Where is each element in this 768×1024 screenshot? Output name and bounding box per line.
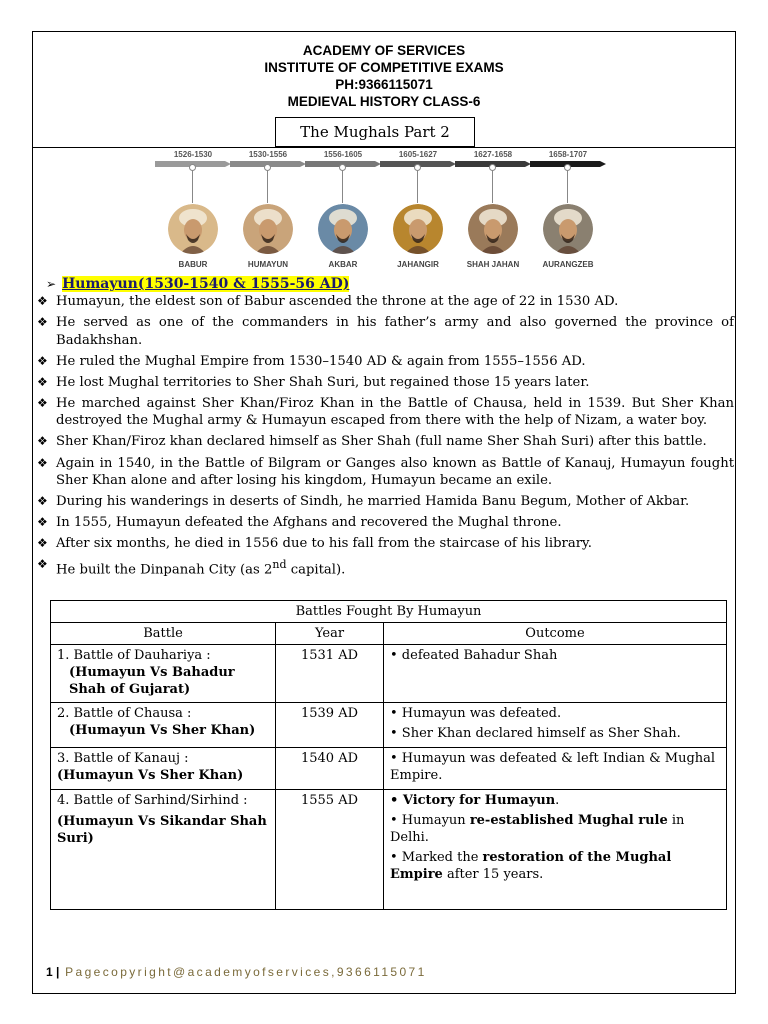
list-item: ❖ During his wanderings in deserts of Sindh, he married Hamida Banu Begum, Mother of Akbar. (37, 494, 690, 510)
emperor-portrait (393, 204, 443, 254)
table-row (51, 703, 727, 748)
list-item: ❖ In 1555, Humayun defeated the Afghans and recovered the Mughal throne. (37, 515, 562, 531)
header-line-3: PH:9366115071 (335, 77, 433, 92)
emperor-name: JAHANGIR (397, 260, 439, 269)
header-line-1: ACADEMY OF SERVICES (302, 43, 466, 58)
timeline-stem (567, 167, 568, 203)
diamond-bullet-icon: ❖ (37, 434, 48, 449)
emperor-name: SHAH JAHAN (466, 260, 520, 269)
header-line-4: MEDIEVAL HISTORY CLASS-6 (287, 94, 481, 109)
timeline-item (230, 148, 306, 273)
battles-table (50, 600, 727, 910)
year-cell: 1540 AD (276, 748, 384, 790)
list-item: ❖ He served as one of the commanders in his father’s army and also governed the province of Badakhshan. (37, 315, 734, 348)
outcome-cell: • Humayun was defeated & left Indian & Mughal Empire. (384, 748, 727, 790)
outcome-cell: • Humayun was defeated. • Sher Khan declared himself as Sher Shah. (384, 703, 727, 748)
diamond-bullet-icon: ❖ (37, 395, 48, 410)
timeline-stem (192, 167, 193, 203)
emperor-portrait (543, 204, 593, 254)
list-item: ❖ He lost Mughal territories to Sher Shah Suri, but regained those 15 years later. (37, 374, 590, 390)
timeline-dot (189, 164, 196, 171)
diamond-bullet-icon: ❖ (37, 536, 48, 551)
timeline-years: 1627-1658 (473, 150, 513, 159)
list-item: ❖ He marched against Sher Khan/Firoz Khan in the Battle of Chausa, held in 1539. But Sher Khan destroyed the Mughal army & Humayun escaped from there with the help of Nizam, a water boy. (37, 395, 734, 429)
footer-copyright: Pagecopyright@academyofservices,9366115071 (59, 965, 427, 979)
list-item: ❖ Again in 1540, in the Battle of Bilgram or Ganges also known as Battle of Kanauj, Humayun fought Sher Khan alone and after losing his kingdom, Humayun became an exile. (37, 455, 734, 489)
timeline-stem (267, 167, 268, 203)
timeline-years: 1526-1530 (173, 150, 213, 159)
table-row (51, 748, 727, 790)
emperor-name: AKBAR (328, 260, 358, 269)
battle-cell: 2. Battle of Chausa : (Humayun Vs Sher Khan) (51, 703, 276, 748)
list-item: ❖ Humayun, the eldest son of Babur ascended the throne at the age of 22 in 1530 AD. (37, 294, 619, 309)
timeline-stem (492, 167, 493, 203)
outcome-cell: • Victory for Humayun. • Humayun re-established Mughal rule in Delhi. • Marked the restoration of the Mughal Empire after 15 years. (384, 790, 727, 910)
year-cell: 1531 AD (276, 645, 384, 703)
timeline-dot (489, 164, 496, 171)
list-item: ❖ After six months, he died in 1556 due to his fall from the staircase of his library. (37, 536, 592, 552)
humayun-facts-list (36, 293, 734, 583)
timeline-item (530, 148, 606, 273)
diamond-bullet-icon: ❖ (37, 353, 48, 368)
timeline-dot (339, 164, 346, 171)
page-title: The Mughals Part 2 (275, 117, 475, 147)
section-heading (46, 276, 349, 292)
timeline-years: 1605-1627 (398, 150, 438, 159)
diamond-bullet-icon: ❖ (37, 455, 48, 470)
timeline-item (155, 148, 231, 273)
battle-cell: 4. Battle of Sarhind/Sirhind : (Humayun Vs Sikandar Shah Suri) (51, 790, 276, 910)
diamond-bullet-icon: ❖ (37, 374, 48, 389)
list-item: ❖ Sher Khan/Firoz khan declared himself as Sher Shah (full name Sher Shah Suri) after this battle. (37, 434, 707, 450)
timeline-years: 1658-1707 (548, 150, 588, 159)
timeline-stem (417, 167, 418, 203)
year-cell: 1539 AD (276, 703, 384, 748)
column-header-year: Year (276, 623, 384, 645)
diamond-bullet-icon: ❖ (37, 315, 48, 330)
timeline-years: 1530-1556 (248, 150, 288, 159)
outcome-cell: • defeated Bahadur Shah (384, 645, 727, 703)
timeline-dot (564, 164, 571, 171)
emperor-portrait (468, 204, 518, 254)
battle-cell: 1. Battle of Dauhariya : (Humayun Vs Bahadur Shah of Gujarat) (51, 645, 276, 703)
timeline-stem (342, 167, 343, 203)
diamond-bullet-icon: ❖ (37, 294, 48, 308)
mughal-emperors-timeline (155, 148, 595, 273)
diamond-bullet-icon: ❖ (37, 557, 48, 572)
column-header-battle: Battle (51, 623, 276, 645)
diamond-bullet-icon: ❖ (37, 515, 48, 530)
column-header-outcome: Outcome (384, 623, 727, 645)
table-row (51, 645, 727, 703)
timeline-dot (264, 164, 271, 171)
emperor-name: BABUR (178, 260, 208, 269)
table-caption: Battles Fought By Humayun (51, 601, 727, 623)
emperor-portrait (168, 204, 218, 254)
timeline-dot (414, 164, 421, 171)
header-line-2: INSTITUTE OF COMPETITIVE EXAMS (264, 60, 504, 75)
emperor-portrait (318, 204, 368, 254)
table-row (51, 790, 727, 910)
emperor-portrait (243, 204, 293, 254)
list-item: ❖ He ruled the Mughal Empire from 1530–1540 AD & again from 1555–1556 AD. (37, 353, 586, 369)
emperor-name: HUMAYUN (247, 260, 289, 269)
list-item: ❖ He built the Dinpanah City (as 2nd capital). (37, 557, 346, 578)
battle-cell: 3. Battle of Kanauj : (Humayun Vs Sher Khan) (51, 748, 276, 790)
diamond-bullet-icon: ❖ (37, 494, 48, 509)
timeline-item (380, 148, 456, 273)
arrow-right-icon: ➢ (46, 277, 57, 291)
year-cell: 1555 AD (276, 790, 384, 910)
timeline-years: 1556-1605 (323, 150, 363, 159)
timeline-item (455, 148, 531, 273)
timeline-item (305, 148, 381, 273)
page-number: 1 | (46, 965, 60, 979)
page-footer (46, 965, 427, 979)
document-header (0, 42, 768, 110)
section-heading-text: Humayun(1530-1540 & 1555-56 AD) (62, 276, 350, 292)
emperor-name: AURANGZEB (542, 260, 594, 269)
